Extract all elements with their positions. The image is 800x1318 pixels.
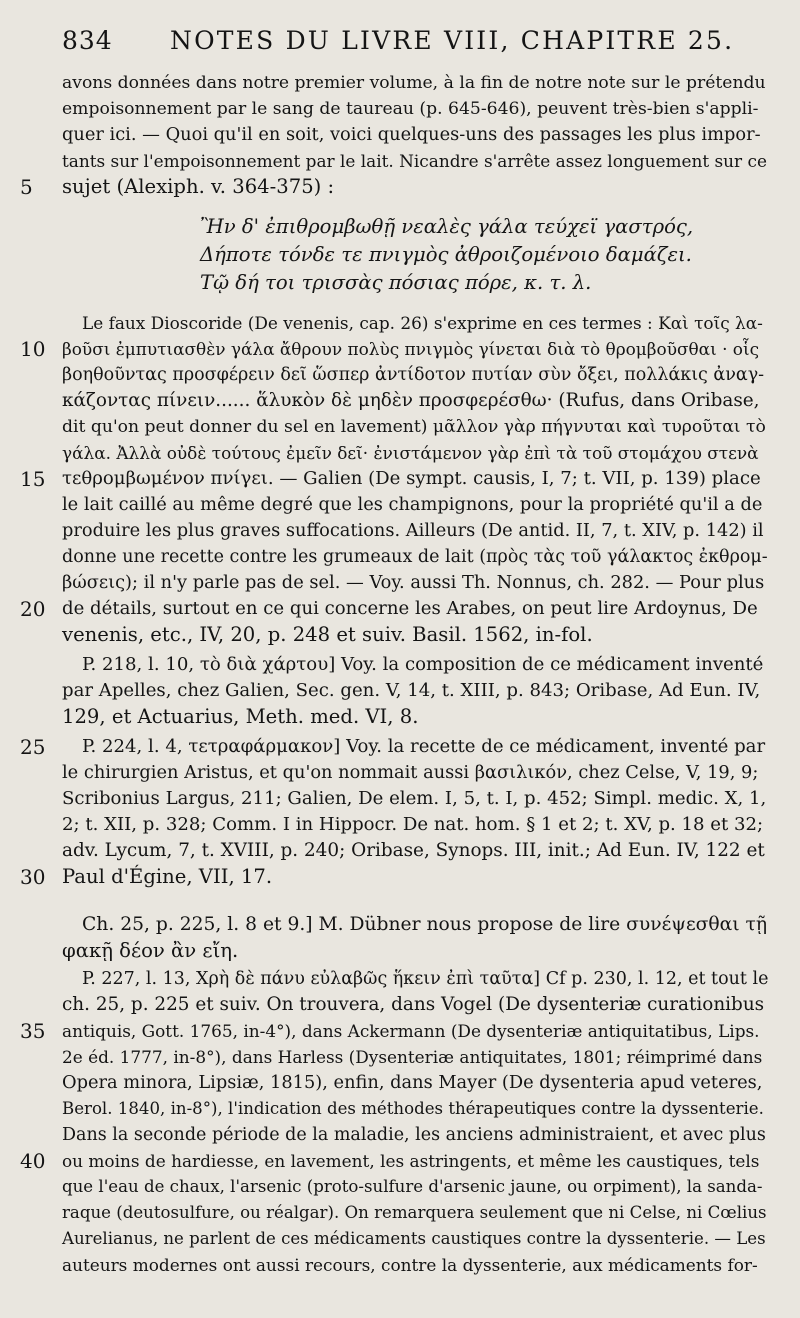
running-title: NOTES DU LIVRE VIII, CHAPITRE 25. <box>170 26 735 55</box>
text-line: 2; t. XII, p. 328; Comm. I in Hippocr. De nat. hom. § 1 et 2; t. XV, p. 18 et 32; <box>62 814 764 835</box>
text-line: P. 224, l. 4, τετραφάρμακον] Voy. la recette de ce médicament, inventé par <box>82 736 766 757</box>
greek-verse: Δήποτε τόνδε τε πνιγμὸς ἀθροιζομένοιο δαμάζει. <box>200 243 692 266</box>
page-number: 834 <box>62 26 113 55</box>
text-line: 2e éd. 1777, in-8°), dans Harless (Dysenteriæ antiquitates, 1801; réimprimé dans <box>62 1047 763 1067</box>
text-line: τεθρομβωμένον πνίγει. — Galien (De sympt. causis, I, 7; t. VII, p. 139) place <box>62 468 761 489</box>
text-line: donne une recette contre les grumeaux de lait (πρὸς τὰς τοῦ γάλακτος ἐκθρομ- <box>62 547 768 567</box>
text-line: de détails, surtout en ce qui concerne les Arabes, on peut lire Ardoynus, De <box>62 598 758 619</box>
text-line: tants sur l'empoisonnement par le lait. Nicandre s'arrête assez longuement sur ce <box>62 151 767 171</box>
text-line: ou moins de hardiesse, en lavement, les astringents, et même les caustiques, tels <box>62 1151 760 1171</box>
text-line: 129, et Actuarius, Meth. med. VI, 8. <box>62 705 419 728</box>
text-line: que l'eau de chaux, l'arsenic (proto-sulfure d'arsenic jaune, ou orpiment), la sanda- <box>62 1177 763 1196</box>
text-line: γάλα. Ἀλλὰ οὐδὲ τούτους ἐμεῖν δεῖ· ἐνιστάμενον γὰρ ἐπὶ τὰ τοῦ στομάχου στενὰ <box>62 443 759 463</box>
text-line: Aurelianus, ne parlent de ces médicaments caustiques contre la dyssenterie. — Les <box>62 1229 766 1248</box>
text-line: βοηθοῦντας προσφέρειν δεῖ ὥσπερ ἀντίδοτον πυτίαν σὺν ὄξει, πολλάκις ἀναγ- <box>62 365 765 385</box>
text-line: Opera minora, Lipsiæ, 1815), enfin, dans Mayer (De dysenteria apud veteres, <box>62 1072 763 1093</box>
margin-line-number: 25 <box>20 735 46 759</box>
text-line: quer ici. — Quoi qu'il en soit, voici quelques-uns des passages les plus impor- <box>62 124 761 145</box>
margin-line-number: 20 <box>20 597 46 621</box>
text-line: le chirurgien Aristus, et qu'on nommait aussi βασιλικόν, chez Celse, V, 19, 9; <box>62 762 759 783</box>
page-header <box>0 26 800 66</box>
text-line: produire les plus graves suffocations. Ailleurs (De antid. II, 7, t. XIV, p. 142) il <box>62 520 764 541</box>
text-line: le lait caillé au même degré que les champignons, pour la propriété qu'il a de <box>62 494 763 515</box>
text-line: Scribonius Largus, 211; Galien, De elem. I, 5, t. I, p. 452; Simpl. medic. X, 1, <box>62 788 767 809</box>
margin-line-number: 30 <box>20 865 46 889</box>
text-line: raque (deutosulfure, ou réalgar). On remarquera seulement que ni Celse, ni Cœlius <box>62 1203 767 1222</box>
margin-line-number: 35 <box>20 1019 46 1043</box>
text-line: P. 218, l. 10, τὸ διὰ χάρτου] Voy. la composition de ce médicament inventé <box>82 654 764 675</box>
greek-verse: Ἢν δ' ἐπιθρομβωθῇ νεαλὲς γάλα τεύχεϊ γαστρός, <box>200 215 694 238</box>
text-line: βοῦσι ἐμπυτιασθὲν γάλα ἄθρουν πολὺς πνιγμὸς γίνεται διὰ τὸ θρομβοῦσθαι · οἷς <box>62 339 760 359</box>
text-line: κάζοντας πίνειν...... ἅλυκὸν δὲ μηδὲν προσφερέσθω· (Rufus, dans Oribase, <box>62 390 760 411</box>
text-line: avons données dans notre premier volume, à la fin de notre note sur le prétendu <box>62 73 766 93</box>
text-line: Dans la seconde période de la maladie, les anciens administraient, et avec plus <box>62 1125 766 1145</box>
greek-verse: Τῷ δή τοι τρισσὰς πόσιας πόρε, κ. τ. λ. <box>200 271 592 294</box>
text-line: auteurs modernes ont aussi recours, contre la dyssenterie, aux médicaments for- <box>62 1255 758 1275</box>
margin-line-number: 10 <box>20 337 46 361</box>
text-line: ch. 25, p. 225 et suiv. On trouvera, dans Vogel (De dysenteriæ curationibus <box>62 994 765 1015</box>
text-line: venenis, etc., IV, 20, p. 248 et suiv. Basil. 1562, in-fol. <box>62 623 593 646</box>
text-line: Ch. 25, p. 225, l. 8 et 9.] M. Dübner nous propose de lire συνέψεσθαι τῇ <box>82 914 768 935</box>
text-line: adv. Lycum, 7, t. XVIII, p. 240; Oribase, Synops. III, init.; Ad Eun. IV, 122 et <box>62 840 765 861</box>
text-line: βώσεις); il n'y parle pas de sel. — Voy. aussi Th. Nonnus, ch. 282. — Pour plus <box>62 572 765 593</box>
text-line: sujet (Alexiph. v. 364-375) : <box>62 175 335 198</box>
text-line: P. 227, l. 13, Χρὴ δὲ πάνυ εὐλαβῶς ἥκειν ἐπὶ ταῦτα] Cf p. 230, l. 12, et tout le <box>82 969 769 989</box>
text-line: Le faux Dioscoride (De venenis, cap. 26) s'exprime en ces termes : Καὶ τοῖς λα- <box>82 313 763 333</box>
text-line: Berol. 1840, in-8°), l'indication des méthodes thérapeutiques contre la dyssenterie. <box>62 1099 764 1118</box>
text-line: par Apelles, chez Galien, Sec. gen. V, 14, t. XIII, p. 843; Oribase, Ad Eun. IV, <box>62 680 761 701</box>
text-line: dit qu'on peut donner du sel en lavement) μᾶλλον γὰρ πήγνυται καὶ τυροῦται τὸ <box>62 417 766 437</box>
text-line: φακῇ δέον ἂν εἴη. <box>62 939 239 962</box>
text-line: Paul d'Égine, VII, 17. <box>62 865 273 888</box>
text-line: empoisonnement par le sang de taureau (p. 645-646), peuvent très-bien s'appli- <box>62 99 759 119</box>
margin-line-number: 5 <box>20 175 33 199</box>
margin-line-number: 40 <box>20 1149 46 1173</box>
margin-line-number: 15 <box>20 467 46 491</box>
text-line: antiquis, Gott. 1765, in-4°), dans Ackermann (De dysenteriæ antiquitatibus, Lips. <box>62 1021 760 1041</box>
